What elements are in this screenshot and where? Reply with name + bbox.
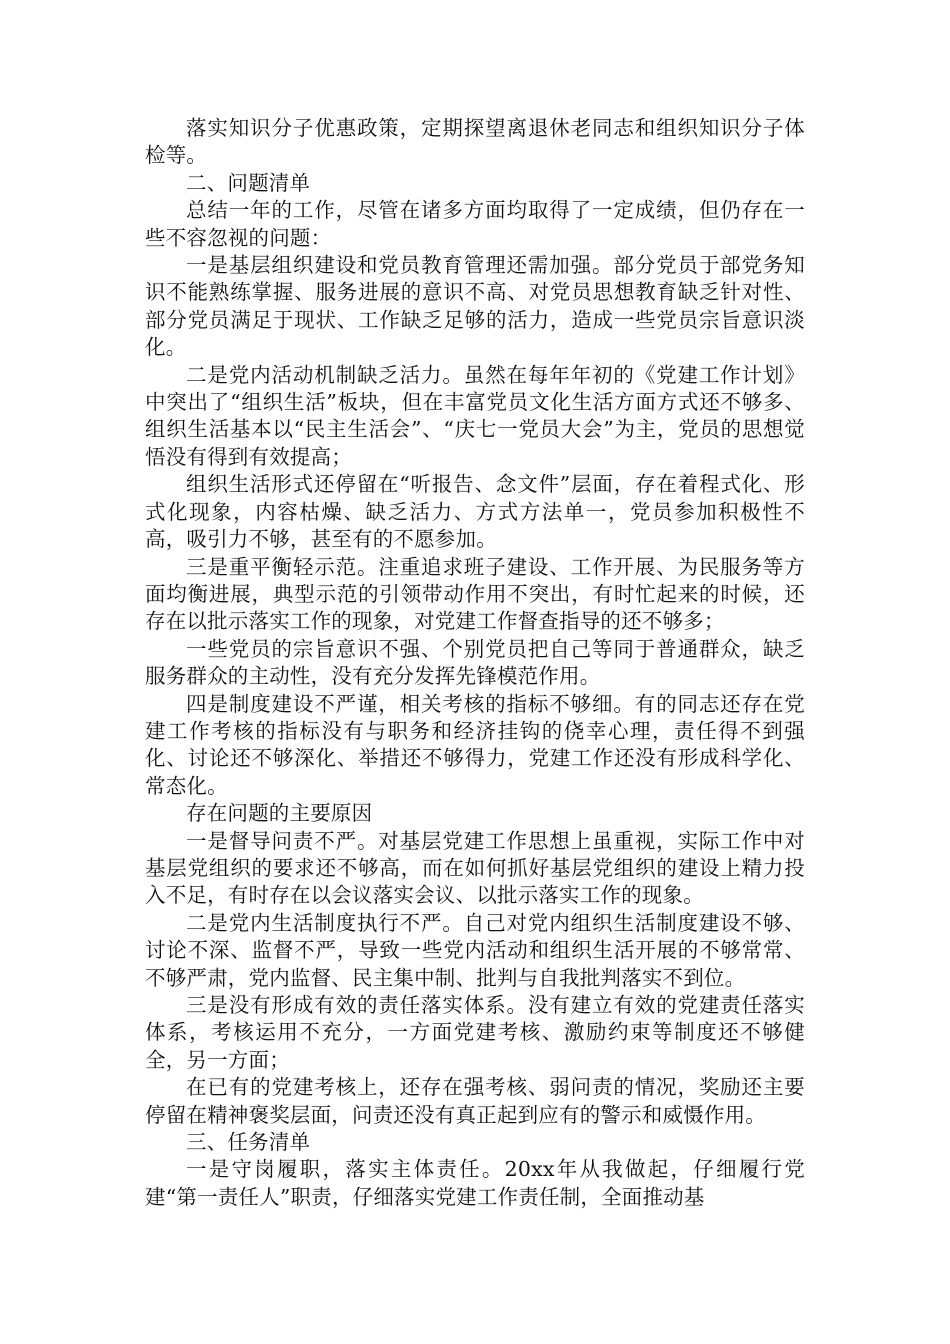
- document-body: [145, 115, 805, 1211]
- section-heading: 二、问题清单: [186, 170, 311, 195]
- paragraph: 三是重平衡轻示范。注重追求班子建设、工作开展、为民服务等方面均衡进展，典型示范的引领带动作用不突出，有时忙起来的时候，还存在以批示落实工作的现象，对党建工作督查指导的还不够多；: [145, 554, 805, 634]
- paragraph: 在已有的党建考核上，还存在强考核、弱问责的情况，奖励还主要停留在精神褒奖层面，问责还没有真正起到应有的警示和威慑作用。: [145, 1075, 805, 1127]
- paragraph: 一是守岗履职，落实主体责任。20xx年从我做起，仔细履行党建“第一责任人”职责，仔细落实党建工作责任制，全面推动基: [145, 1157, 805, 1209]
- section-heading: 三、任务清单: [186, 1130, 311, 1155]
- paragraph: 四是制度建设不严谨，相关考核的指标不够细。有的同志还存在党建工作考核的指标没有与职务和经济挂钩的侥幸心理，责任得不到强化、讨论还不够深化、举措还不够得力，党建工作还没有形成科学化、常态化。: [145, 691, 805, 798]
- section-heading: 存在问题的主要原因: [186, 801, 373, 826]
- paragraph: 落实知识分子优惠政策，定期探望离退休老同志和组织知识分子体检等。: [145, 116, 805, 168]
- paragraph: 二是党内活动机制缺乏活力。虽然在每年年初的《党建工作计划》中突出了“组织生活”板块，但在丰富党员文化生活方面方式还不够多、组织生活基本以“民主生活会”、“庆七一党员大会”为主，党员的思想觉悟没有得到有效提高；: [145, 362, 805, 469]
- paragraph: 组织生活形式还停留在“听报告、念文件”层面，存在着程式化、形式化现象，内容枯燥、缺乏活力、方式方法单一，党员参加积极性不高，吸引力不够，甚至有的不愿参加。: [145, 472, 805, 552]
- paragraph: 二是党内生活制度执行不严。自己对党内组织生活制度建设不够、讨论不深、监督不严，导致一些党内活动和组织生活开展的不够常常、不够严肃，党内监督、民主集中制、批判与自我批判落实不到位。: [145, 910, 805, 990]
- paragraph: 总结一年的工作，尽管在诸多方面均取得了一定成绩，但仍存在一些不容忽视的问题：: [145, 198, 805, 250]
- paragraph: 一些党员的宗旨意识不强、个别党员把自己等同于普通群众，缺乏服务群众的主动性，没有充分发挥先锋模范作用。: [145, 636, 805, 689]
- paragraph: 一是基层组织建设和党员教育管理还需加强。部分党员于部党务知识不能熟练掌握、服务进展的意识不高、对党员思想教育缺乏针对性、部分党员满足于现状、工作缺乏足够的活力，造成一些党员宗旨意识淡化。: [145, 253, 805, 360]
- paragraph: 一是督导问责不严。对基层党建工作思想上虽重视，实际工作中对基层党组织的要求还不够高，而在如何抓好基层党组织的建设上精力投入不足，有时存在以会议落实会议、以批示落实工作的现象。: [145, 828, 805, 908]
- paragraph: 三是没有形成有效的责任落实体系。没有建立有效的党建责任落实体系，考核运用不充分，一方面党建考核、激励约束等制度还不够健全，另一方面；: [145, 993, 805, 1072]
